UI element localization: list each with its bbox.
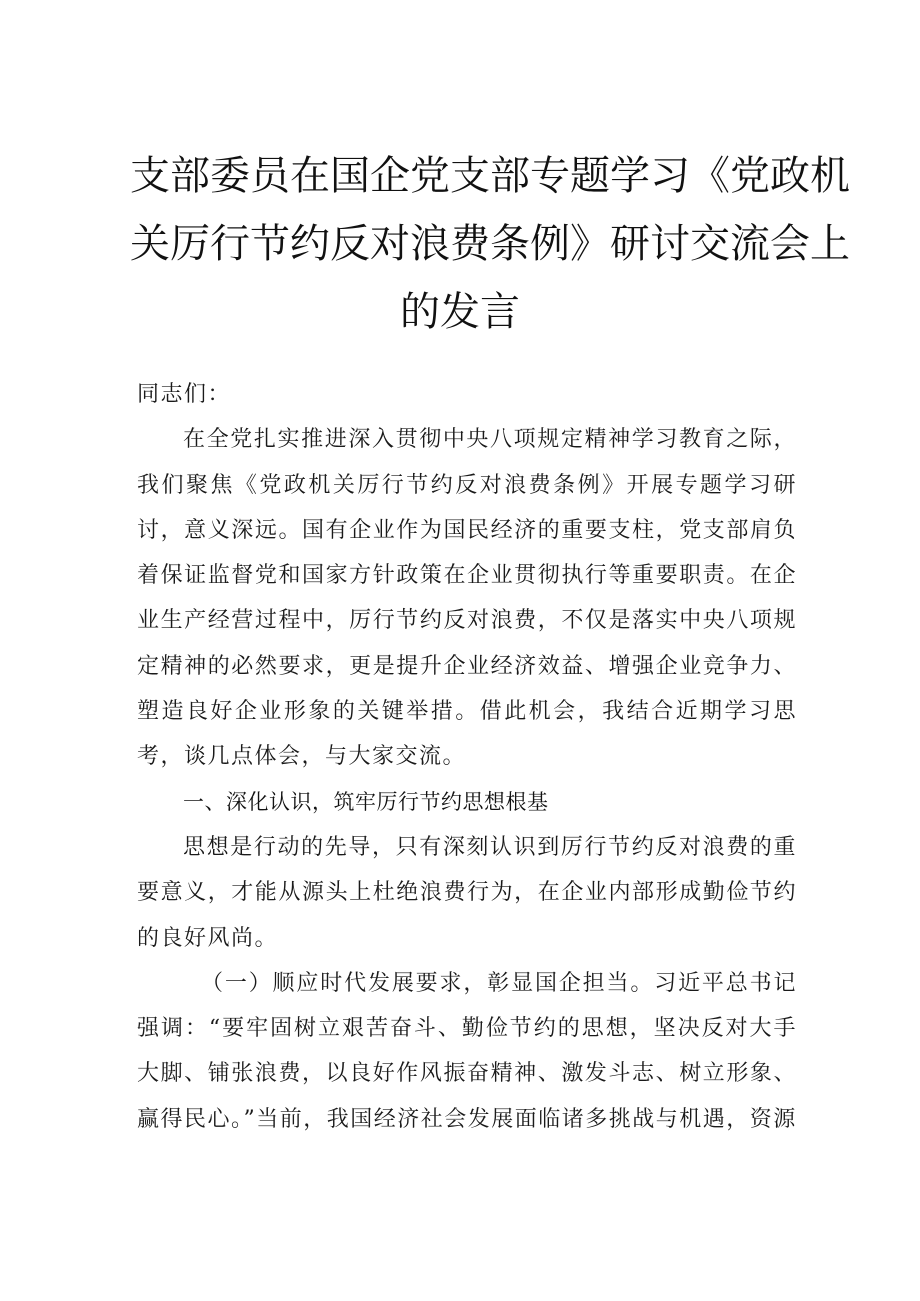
intro-paragraph: 在全党扎实推进深入贯彻中央八项规定精神学习教育之际，我们聚焦《党政机关厉行节约反对浪费条例》开展专题学习研讨，意义深远。国有企业作为国民经济的重要支柱，党支部肩负着保证监督党和国家方针政策在企业贯彻执行等重要职责。在企业生产经营过程中，厉行节约反对浪费，不仅是落实中央八项规定精神的必然要求，更是提升企业经济效益、增强企业竞争力、塑造良好企业形象的关键举措。借此机会，我结合近期学习思考，谈几点体会，与大家交流。	[137, 427, 797, 770]
section-heading: 一、深化认识，筑牢厉行节约思想根基	[183, 789, 549, 814]
section-paragraph-1: 思想是行动的先导，只有深刻认识到厉行节约反对浪费的重要意义，才能从源头上杜绝浪费行为，在企业内部形成勤俭节约的良好风尚。	[137, 834, 797, 951]
salutation: 同志们：	[137, 382, 232, 407]
document-title	[130, 142, 850, 346]
title-line-1: 支部委员在国企党支部专题学习《党政机	[130, 153, 850, 199]
document-body	[137, 372, 797, 1142]
title-line-3: 的发言	[400, 289, 520, 335]
title-line-2: 关厉行节约反对浪费条例》研讨交流会上	[130, 221, 850, 267]
section-paragraph-2: （一）顺应时代发展要求，彰显国企担当。习近平总书记强调：“要牢固树立艰苦奋斗、勤俭节约的思想，坚决反对大手大脚、铺张浪费，以良好作风振奋精神、激发斗志、树立形象、赢得民心。”当前，我国经济社会发展面临诸多挑战与机遇，资源	[137, 970, 797, 1132]
